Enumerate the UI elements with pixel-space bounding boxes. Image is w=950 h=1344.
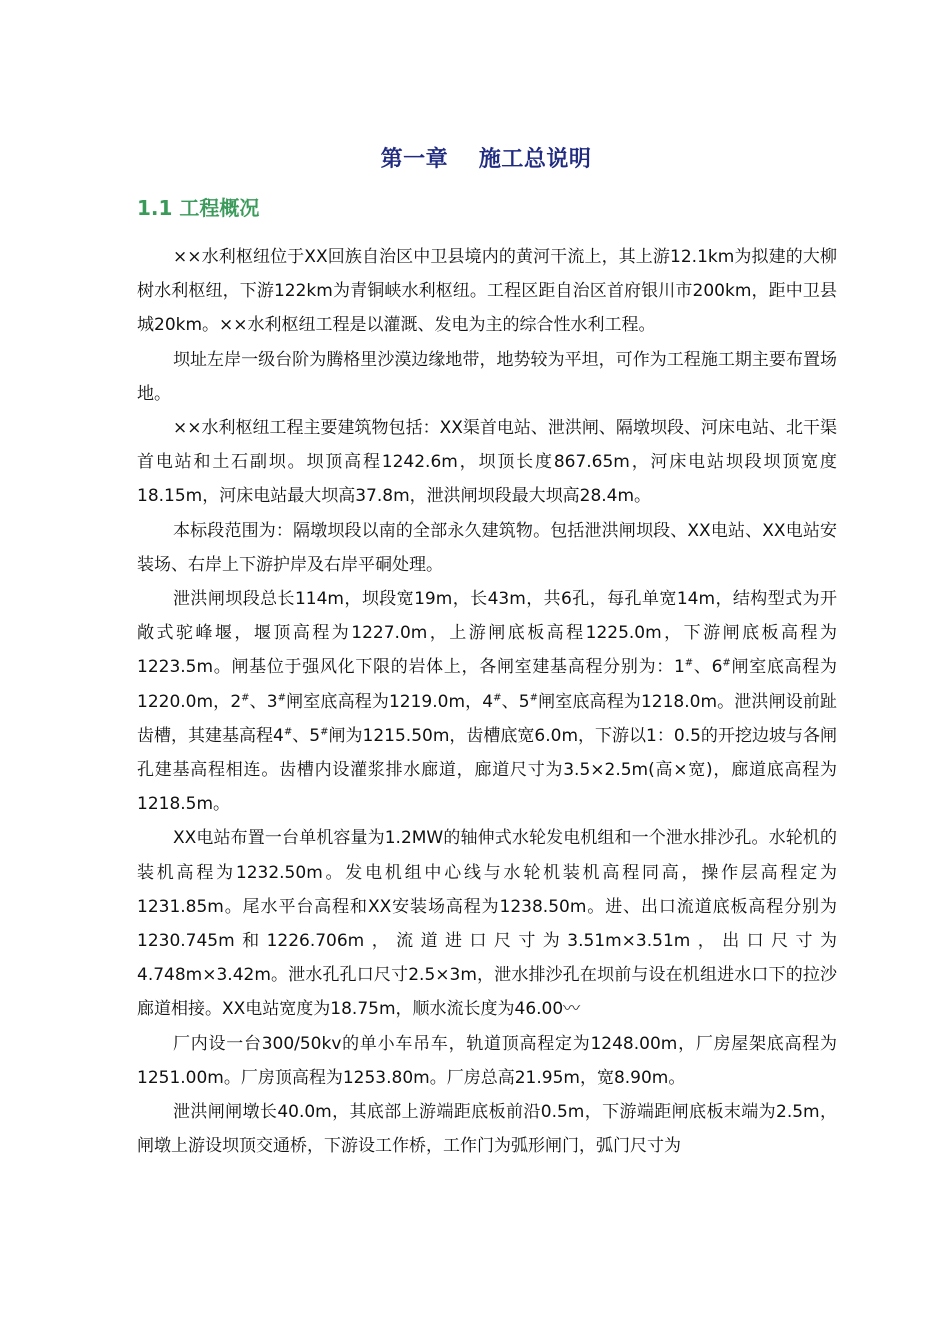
sluice-sup: # [241, 691, 250, 703]
paragraph-location: ××水利枢纽位于XX回族自治区中卫县境内的黄河干流上，其上游12.1km为拟建的大柳树水利枢纽，下游122km为青铜峡水利枢纽。工程区距自治区首府银川市200km，距中卫县城20km。××水利枢纽工程是以灌溉、发电为主的综合性水利工程。 [137, 247, 837, 336]
sluice-sup: # [320, 726, 329, 738]
paragraph-site: 坝址左岸一级台阶为腾格里沙漠边缘地带，地势较为平坦，可作为工程施工期主要布置场地。 [137, 349, 837, 404]
sluice-text: 闸室底高程为1220.0m，2 [137, 657, 838, 712]
paragraph-sluice [137, 582, 837, 821]
sluice-text: 、5 [501, 691, 530, 712]
sluice-text: 闸为1215.50m，齿槽底宽6.0m，下游以1：0.5的开挖边坡与各闸孔建基高程相连。齿槽内设灌浆排水廊道，廊道尺寸为3.5×2.5m(高×宽)，廊道底高程为1218.5m。 [137, 725, 837, 815]
sluice-sup: # [277, 691, 287, 703]
sluice-text: 、6 [693, 657, 723, 678]
section-heading: 1.1 工程概况 [137, 196, 260, 220]
paragraph-pier: 泄洪闸闸墩长40.0m，其底部上游端距底板前沿0.5m，下游端距闸底板末端为2.5m，闸墩上游设坝顶交通桥，下游设工作桥，工作门为弧形闸门，弧门尺寸为 [137, 1102, 837, 1157]
body-text [137, 240, 837, 1163]
paragraph-crane: 厂内设一台300/50kv的单小车吊车，轨道顶高程定为1248.00m，厂房屋架底高程为1251.00m。厂房顶高程为1253.80m。厂房总高21.95m，宽8.90m。 [137, 1033, 837, 1088]
sluice-sup: # [283, 726, 293, 738]
paragraph-power-station: XX电站布置一台单机容量为1.2MW的轴伸式水轮发电机组和一个泄水排沙孔。水轮机的装机高程为1232.50m。发电机组中心线与水轮机装机高程同高，操作层高程定为1231.85m。尾水平台高程和XX安装场高程为1238.50m。进、出口流道底板高程分别为1230.745m和1226.706m，流道进口尺寸为3.51m×3.51m，出口尺寸为4.748m×3.42m。泄水孔孔口尺寸2.5×3m，泄水排沙孔在坝前与设在机组进水口下的拉沙廊道相接。XX电站宽度为18.75m，顺水流长度为46.00〰 [137, 828, 837, 1020]
sluice-sup: # [722, 657, 731, 669]
sluice-sup: # [684, 657, 694, 669]
sluice-text: 闸室底高程为1218.0m。泄洪闸设前趾齿槽，其建基高程4 [137, 691, 837, 746]
sluice-text: 、3 [249, 691, 278, 712]
sluice-text: 泄洪闸坝段总长114m，坝段宽19m，长43m，共6孔，每孔单宽14m，结构型式为开敞式驼峰堰，堰顶高程为1227.0m，上游闸底板高程1225.0m，下游闸底板高程为1223.5m。闸基位于强风化下限的岩体上，各闸室建基高程分别为：1 [137, 589, 837, 678]
sluice-text: 闸室底高程为1219.0m，4 [286, 691, 494, 712]
sluice-sup: # [493, 691, 502, 703]
sluice-text: 、5 [292, 725, 321, 746]
paragraph-structures: ××水利枢纽工程主要建筑物包括：XX渠首电站、泄洪闸、隔墩坝段、河床电站、北干渠首电站和土石副坝。坝顶高程1242.6m，坝顶长度867.65m，河床电站坝段坝顶宽度18.15m，河床电站最大坝高37.8m，泄洪闸坝段最大坝高28.4m。 [137, 418, 837, 507]
paragraph-scope: 本标段范围为：隔墩坝段以南的全部永久建筑物。包括泄洪闸坝段、XX电站、XX电站安装场、右岸上下游护岸及右岸平硐处理。 [137, 520, 837, 575]
chapter-title: 第一章 施工总说明 [380, 147, 592, 172]
sluice-sup: # [529, 691, 538, 703]
